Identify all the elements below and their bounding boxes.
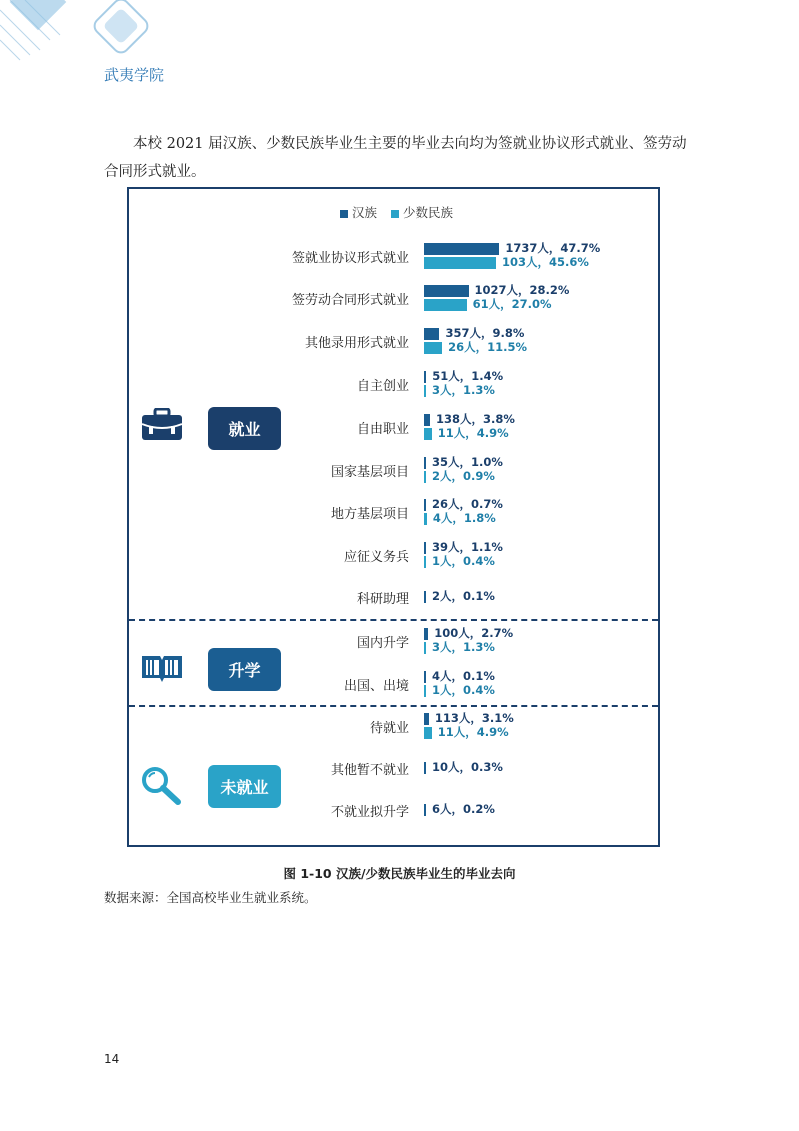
value-label-minority: 1人，0.4% [432,554,495,568]
legend-minority: 少数民族 [391,203,453,221]
value-label-minority: 26人，11.5% [448,340,528,354]
value-label-minority: 61人，27.0% [472,297,552,311]
figure-caption: 图 1-10 汉族/少数民族毕业生的毕业去向 [283,866,516,881]
row-label: 自由职业 [356,422,409,437]
value-label-han: 26人，0.7% [432,497,503,511]
value-label-minority: 1人，0.4% [432,683,495,697]
value-label-minority: 3人，1.3% [432,383,495,397]
value-label-minority: 2人，0.9% [432,469,495,483]
value-label-han: 10人，0.3% [432,760,503,774]
bar-han [424,499,426,511]
bar-minority [424,257,496,269]
row-label: 签劳动合同形式就业 [291,293,409,308]
row-label: 国内升学 [356,636,409,651]
legend-han: 汉族 [340,203,377,221]
bar-han [424,371,426,383]
value-label-minority: 11人，4.9% [437,725,509,739]
row-label: 待就业 [369,721,409,736]
value-label-han: 138人，3.8% [436,412,515,426]
bar-han [424,762,426,774]
value-label-han: 2人，0.1% [432,589,495,603]
row-label: 签就业协议形式就业 [291,251,409,266]
value-label-minority: 3人，1.3% [432,640,495,654]
row-label: 不就业拟升学 [330,805,409,820]
value-label-han: 1027人，28.2% [474,283,570,297]
bar-han [424,713,429,725]
bar-han [424,671,426,683]
value-label-minority: 4人，1.8% [432,511,496,525]
bar-minority [424,299,467,311]
value-label-han: 100人，2.7% [434,626,514,640]
bar-han [424,542,426,554]
bar-minority [424,513,427,525]
category-not-employed: 未就业 [208,765,281,808]
bar-han [424,628,428,640]
row-label: 国家基层项目 [330,465,409,480]
value-label-han: 6人，0.2% [432,802,495,816]
chart-legend [340,203,453,221]
value-label-han: 35人，1.0% [432,455,503,469]
bar-minority [424,471,426,483]
school-name: 武夷学院 [104,66,165,84]
row-label: 应征义务兵 [343,550,409,565]
bar-minority [424,642,426,654]
bar-han [424,591,426,603]
category-further-study: 升学 [208,648,281,691]
row-label: 自主创业 [356,379,409,394]
row-label: 出国、出境 [343,679,409,694]
briefcase-icon [140,408,184,442]
value-label-han: 39人，1.1% [432,540,503,554]
row-label: 其他暂不就业 [330,763,409,778]
row-label: 地方基层项目 [330,507,409,522]
book-icon [140,652,184,684]
value-label-han: 113人，3.1% [434,711,514,725]
category-employed: 就业 [208,407,281,450]
bar-minority [424,342,442,354]
row-label: 科研助理 [356,592,409,607]
bar-minority [424,556,426,568]
row-label: 其他录用形式就业 [304,336,409,351]
bar-minority [424,385,426,397]
bar-han [424,328,439,340]
value-label-han: 4人，0.1% [432,669,495,683]
magnifier-icon [140,765,184,805]
bar-han [424,243,499,255]
bar-han [424,285,469,297]
bar-han [424,804,426,816]
value-label-han: 357人，9.8% [445,326,525,340]
data-source-note: 数据来源：全国高校毕业生就业系统。 [104,890,317,905]
bar-minority [424,428,432,440]
value-label-minority: 103人，45.6% [502,255,589,269]
value-label-han: 51人，1.4% [432,369,504,383]
value-label-han: 1737人，47.7% [505,241,601,255]
intro-paragraph: 本校 2021 届汉族、少数民族毕业生主要的毕业去向均为签就业协议形式就业、签劳动合同形式就业。 [104,136,687,180]
bar-minority [424,685,426,697]
value-label-minority: 11人，4.9% [437,426,509,440]
bar-minority [424,727,432,739]
page-number: 14 [104,1052,120,1066]
section-divider [129,705,658,707]
section-divider [129,619,658,621]
bar-han [424,414,430,426]
bar-han [424,457,426,469]
